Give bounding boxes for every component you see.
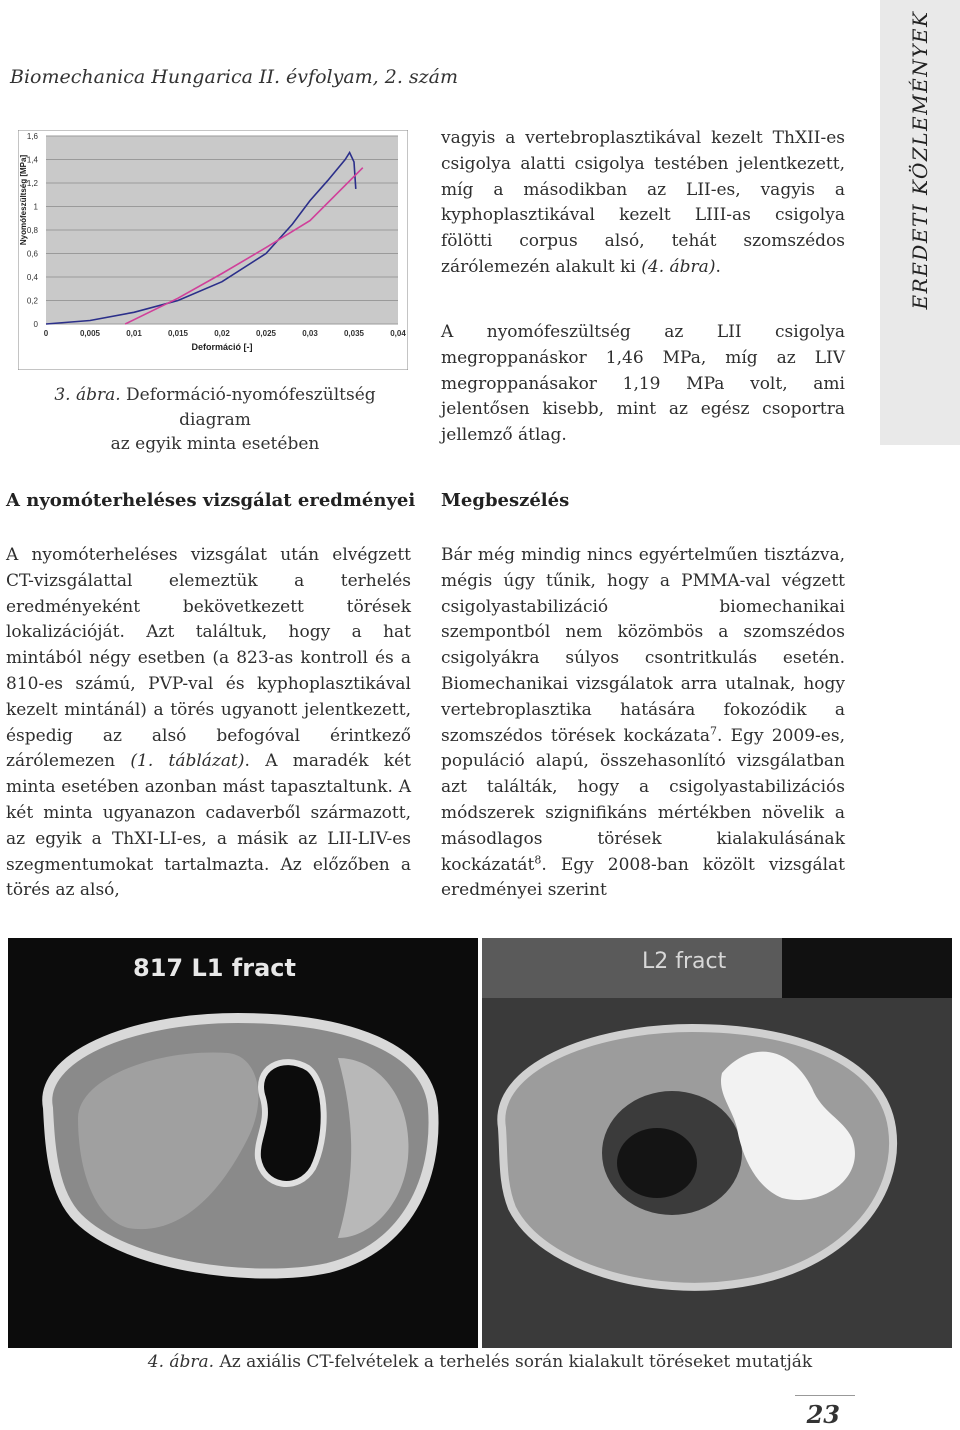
- discussion-heading: Megbeszélés: [441, 490, 570, 511]
- y-tick-label: 0,8: [26, 226, 38, 235]
- figure-3-chart: [18, 130, 408, 370]
- results-text-b: . A maradék két minta esetében azonban mást tapasztaltunk. A két minta ugyanazon cadaverből származott, az egyik a ThXI-LI-es, a másik az LII-LIV-es szegmentumokat tartalmazta. Az előzőben a törés az alsó,: [6, 751, 411, 901]
- discussion-text-a: Bár még mindig nincs egyértelműen tisztázva, mégis úgy tűnik, hogy a PMMA-val végzett csigolyastabilizáció biomechanikai szempontból nem közömbös a szomszédos csigolyákra súlyos csontritkulás esetén. Biomechanikai vizsgálatok arra utalnak, hogy vertebroplasztika hatására fokozódik a szomszédos törések kockázata: [441, 545, 845, 746]
- y-tick-label: 1,6: [26, 132, 38, 141]
- figure-3-label: 3. ábra.: [54, 385, 121, 405]
- table-1-ref: (1. táblázat): [130, 751, 245, 772]
- figure-3-caption-line2: az egyik minta esetében: [110, 434, 320, 455]
- x-tick-label: 0,02: [214, 329, 230, 338]
- x-tick-label: 0,005: [79, 329, 101, 338]
- ct-left-label: 817 L1 fract: [133, 954, 296, 982]
- results-text-a: A nyomóterheléses vizsgálat után elvégzett CT-vizsgálattal elemeztük a terhelés eredményeként bekövetkezett törések lokalizációját. Azt találtuk, hogy a hat mintából négy esetben (a 823-as kontroll és a 810-es számú, PVP-val és kyphoplasztikával kezelt mintánál) a törés ugyanott jelentkezett, éspedig az alsó befogóval érintkező zárólemezen: [6, 545, 411, 772]
- y-tick-label: 0,6: [26, 249, 38, 259]
- y-tick-label: 1,4: [26, 155, 38, 165]
- right-top-p1-text: vagyis a vertebroplasztikával kezelt ThXII-es csigolya alatti csigolya testében jelentkezett, míg a másodikban az LII-es, vagyis a kyphoplasztikával kezelt LIII-as csigolya fölötti corpus alsó, tehát szomszédos zárólemezén alakult ki: [441, 128, 845, 277]
- ct-scan-l2: [482, 938, 952, 1348]
- x-tick-label: 0,04: [390, 329, 406, 338]
- section-side-tab: [880, 0, 960, 445]
- right-top-p1-end: .: [715, 256, 721, 277]
- discussion-paragraph: [441, 543, 845, 904]
- right-top-paragraph-1: [441, 126, 845, 281]
- figure-4-ref: (4. ábra): [641, 256, 716, 277]
- figure-4-caption-text: Az axiális CT-felvételek a terhelés során kialakult töréseket mutatják: [219, 1352, 813, 1372]
- vertebral-body-left: [47, 1018, 433, 1274]
- x-tick-label: 0,015: [167, 329, 189, 338]
- y-tick-label: 0,4: [26, 273, 38, 282]
- ct-scan-l1: [8, 938, 478, 1348]
- page-number: 23: [806, 1400, 840, 1429]
- results-heading: A nyomóterheléses vizsgálat eredményei: [6, 490, 416, 511]
- figure-3-caption: [20, 383, 410, 457]
- x-tick-label: 0,035: [343, 329, 365, 338]
- vertebral-body-right: [501, 1028, 893, 1287]
- x-axis-label: Deformáció [-]: [191, 342, 253, 352]
- figure-4-caption: [0, 1352, 960, 1372]
- x-tick-label: 0,03: [302, 329, 318, 338]
- ct-image-left: [8, 938, 478, 1348]
- y-axis-label: Nyomófeszültség [MPa]: [19, 154, 28, 246]
- x-tick-label: 0,025: [255, 329, 277, 338]
- figure-4-label: 4. ábra.: [147, 1352, 215, 1372]
- y-tick-label: 0: [33, 320, 38, 329]
- footer-rule: [795, 1395, 855, 1396]
- y-tick-label: 1: [33, 202, 38, 212]
- ct-image-right: [482, 938, 952, 1348]
- y-tick-label: 1,2: [26, 179, 38, 188]
- stress-strain-chart: [18, 130, 408, 370]
- reference-8: 8: [534, 852, 542, 866]
- figure-3-caption-text: Deformáció-nyomófeszültség diagram: [126, 385, 376, 430]
- ct-right-label: L2 fract: [642, 949, 727, 974]
- running-head: Biomechanica Hungarica II. évfolyam, 2. szám: [10, 66, 459, 88]
- x-tick-label: 0: [43, 329, 49, 338]
- y-tick-label: 0,2: [26, 296, 38, 306]
- right-top-paragraph-2: A nyomófeszültség az LII csigolya megroppanáskor 1,46 MPa, míg az LIV megroppanásakor 1,19 MPa volt, ami jelentősen kisebb, mint az egész csoportra jellemző átlag.: [441, 322, 845, 446]
- side-tab-label: EREDETI KÖZLEMÉNYEK: [908, 10, 932, 310]
- x-tick-label: 0,01: [126, 329, 142, 338]
- discussion-text-b: . Egy 2009-es, populáció alapú, összehasonlító vizsgálatban azt találták, hogy a csigolyastabilizációs módszerek szignifikáns mértékben növelik a másodlagos törések kialakulásának kockázatát: [441, 725, 845, 875]
- results-paragraph: [6, 543, 411, 904]
- discussion-text-c: . Egy 2008-ban közölt vizsgálat eredményei szerint: [441, 854, 845, 901]
- reference-7: 7: [710, 723, 717, 737]
